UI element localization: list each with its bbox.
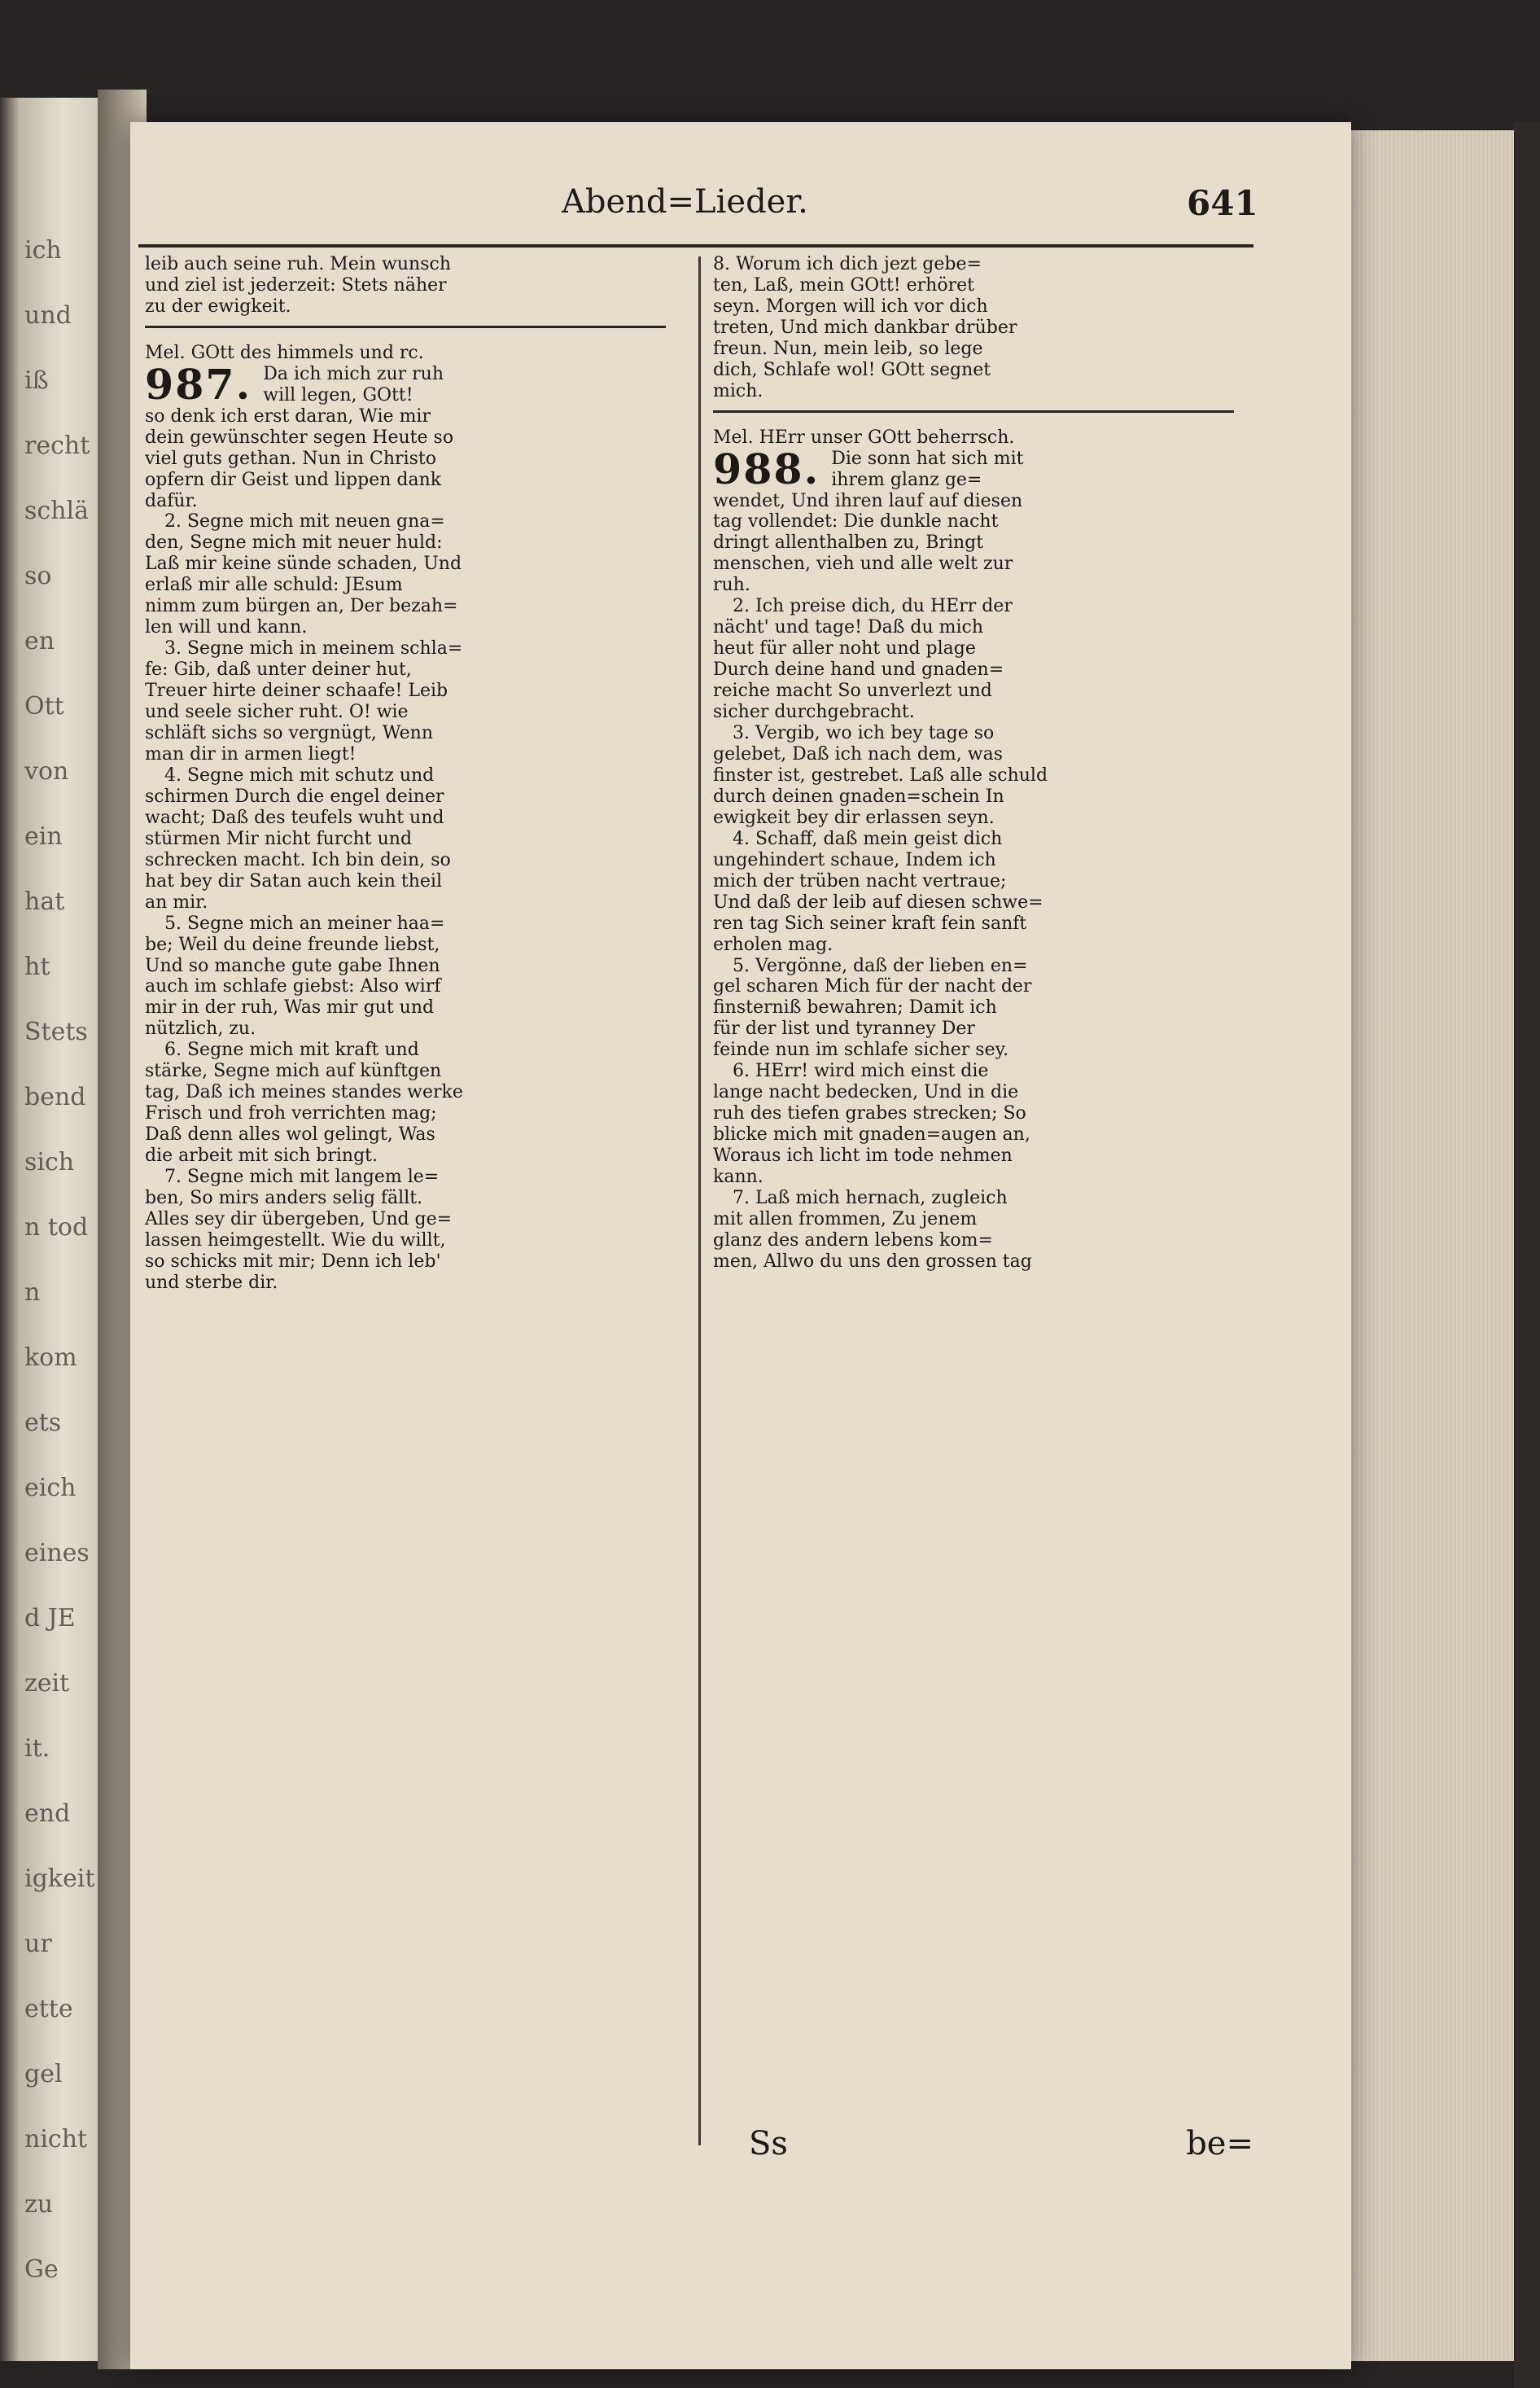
- verse-1: [713, 491, 1258, 597]
- text-line: nächt' und tage! Daß du mich: [713, 617, 984, 638]
- facing-page-text: so: [24, 562, 52, 590]
- text-line: viel guts gethan. Nun in Christo: [145, 448, 436, 469]
- text-line: 4. Segne mich mit schutz und: [164, 765, 435, 786]
- text-line: für der list und tyranney Der: [713, 1019, 975, 1040]
- facing-page-text: ette: [24, 1995, 73, 2023]
- verse-3: [713, 723, 1258, 829]
- facing-page-text: hat: [24, 887, 65, 916]
- hymn-988: [713, 444, 1258, 1273]
- text-line: dich, Schlafe wol! GOtt segnet: [713, 359, 991, 380]
- text-line: 8. Worum ich dich jezt gebe=: [713, 254, 982, 274]
- facing-page-text: ht: [24, 953, 50, 981]
- verse-6: [145, 1040, 690, 1167]
- text-line: kann.: [713, 1167, 763, 1188]
- text-line: glanz des andern lebens kom=: [713, 1229, 993, 1251]
- hymn-first-line: ihrem glanz ge=: [831, 469, 982, 490]
- text-line: schrecken macht. Ich bin dein, so: [145, 849, 451, 870]
- text-line: 4. Schaff, daß mein geist dich: [733, 828, 1003, 849]
- text-line: zu der ewigkeit.: [145, 296, 291, 317]
- hymn-first-line: Die sonn hat sich mit: [831, 448, 1024, 469]
- text-line: sicher durchgebracht.: [713, 702, 915, 723]
- text-line: ben, So mirs anders selig fällt.: [145, 1187, 423, 1208]
- facing-page-text: recht: [24, 432, 90, 460]
- facing-page-text: Stets: [24, 1018, 88, 1046]
- facing-page-text: end: [24, 1799, 71, 1828]
- facing-page-text: zeit: [24, 1669, 70, 1698]
- text-line: finsterniß bewahren; Damit ich: [713, 997, 997, 1019]
- right-column: [713, 254, 1258, 1273]
- text-line: gelebet, Daß ich nach dem, was: [713, 743, 1004, 765]
- text-line: Und daß der leib auf diesen schwe=: [713, 892, 1043, 913]
- text-line: 6. HErr! wird mich einst die: [733, 1061, 989, 1082]
- text-line: stürmen Mir nicht furcht und: [145, 828, 413, 849]
- hymn-number: 988.: [713, 444, 820, 493]
- facing-page-text: it.: [24, 1734, 50, 1763]
- carry-over-verse: [713, 254, 1258, 402]
- text-line: ren tag Sich seiner kraft fein sanft: [713, 913, 1027, 934]
- text-line: lassen heimgestellt. Wie du willt,: [145, 1229, 446, 1251]
- text-line: ungehindert schaue, Indem ich: [713, 849, 996, 870]
- verse-3: [145, 638, 690, 765]
- facing-page-text: Ge: [24, 2255, 59, 2284]
- text-line: freun. Nun, mein leib, so lege: [713, 338, 983, 359]
- hymn-number: 987.: [145, 359, 252, 409]
- text-line: finster ist, gestrebet. Laß alle schuld: [713, 765, 1048, 786]
- text-line: lange nacht bedecken, Und in die: [713, 1082, 1019, 1103]
- text-line: so schicks mit mir; Denn ich leb': [145, 1251, 441, 1272]
- text-line: nimm zum bürgen an, Der bezah=: [145, 596, 458, 617]
- text-line: hat bey dir Satan auch kein theil: [145, 870, 442, 892]
- text-line: 2. Segne mich mit neuen gna=: [164, 511, 445, 532]
- text-line: Treuer hirte deiner schaafe! Leib: [145, 681, 448, 702]
- text-line: erlaß mir alle schuld: JEsum: [145, 575, 403, 596]
- facing-page-text: bend: [24, 1083, 86, 1111]
- facing-page-text: zu: [24, 2190, 54, 2219]
- text-line: blicke mich mit gnaden=augen an,: [713, 1124, 1030, 1146]
- facing-page-text: und: [24, 301, 72, 330]
- text-line: 7. Segne mich mit langem le=: [164, 1167, 440, 1188]
- text-line: treten, Und mich dankbar drüber: [713, 317, 1017, 338]
- text-line: erholen mag.: [713, 934, 833, 955]
- verse-2: [713, 596, 1258, 723]
- verse-5: [145, 914, 690, 1041]
- verse-7: [713, 1188, 1258, 1273]
- melody-line: Mel. GOtt des himmels und rc.: [145, 342, 424, 363]
- facing-page-text: iß: [24, 366, 49, 395]
- page-block-edge: [1335, 130, 1524, 2361]
- text-line: men, Allwo du uns den grossen tag: [713, 1251, 1032, 1272]
- facing-page-text: nicht: [24, 2125, 88, 2154]
- text-line: dringt allenthalben zu, Bringt: [713, 532, 984, 554]
- text-line: so denk ich erst daran, Wie mir: [145, 405, 431, 427]
- verse-6: [713, 1061, 1258, 1188]
- header-rule: [138, 244, 1253, 248]
- text-line: man dir in armen liegt!: [145, 743, 357, 765]
- text-line: durch deinen gnaden=schein In: [713, 786, 1004, 807]
- text-line: heut für aller noht und plage: [713, 638, 976, 659]
- facing-page-text: ich: [24, 236, 62, 265]
- text-line: an mir.: [145, 892, 208, 913]
- hymn-987: [145, 359, 690, 1294]
- facing-page-text: eich: [24, 1474, 77, 1502]
- text-line: wacht; Daß des teufels wuht und: [145, 807, 444, 828]
- verses: [713, 596, 1258, 1273]
- text-line: und seele sicher ruht. O! wie: [145, 702, 409, 723]
- section-rule: [145, 326, 666, 328]
- verses: [145, 511, 690, 1293]
- facing-page-text: Ott: [24, 692, 64, 721]
- text-line: gel scharen Mich für der nacht der: [713, 976, 1032, 997]
- text-line: seyn. Morgen will ich vor dich: [713, 296, 988, 317]
- signature-mark: Ss: [749, 2125, 788, 2162]
- text-line: 3. Segne mich in meinem schla=: [164, 638, 463, 659]
- text-line: fe: Gib, daß unter deiner hut,: [145, 659, 412, 681]
- text-line: feinde nun im schlafe sicher sey.: [713, 1040, 1009, 1061]
- text-line: den, Segne mich mit neuer huld:: [145, 532, 443, 554]
- text-line: schirmen Durch die engel deiner: [145, 786, 444, 807]
- facing-page-text: igkeit: [24, 1864, 95, 1893]
- text-line: ruh des tiefen grabes strecken; So: [713, 1103, 1026, 1124]
- text-line: 2. Ich preise dich, du HErr der: [733, 596, 1013, 617]
- verse-4: [145, 765, 690, 914]
- text-line: auch im schlafe giebst: Also wirf: [145, 976, 441, 997]
- text-line: nützlich, zu.: [145, 1019, 256, 1040]
- text-line: tag vollendet: Die dunkle nacht: [713, 511, 999, 532]
- text-line: mich.: [713, 380, 763, 401]
- running-header: Abend=Lieder.: [562, 183, 808, 221]
- text-line: 7. Laß mich hernach, zugleich: [733, 1187, 1008, 1208]
- verse-4: [713, 829, 1258, 956]
- facing-page-text: ets: [24, 1409, 62, 1437]
- text-line: leib auch seine ruh. Mein wunsch: [145, 254, 451, 274]
- left-column: [145, 254, 690, 1294]
- text-line: ruh.: [713, 575, 750, 596]
- text-line: len will und kann.: [145, 617, 308, 638]
- text-line: reiche macht So unverlezt und: [713, 681, 992, 702]
- text-line: 3. Vergib, wo ich bey tage so: [733, 723, 995, 744]
- facing-page-text: sich: [24, 1148, 75, 1176]
- text-line: ewigkeit bey dir erlassen seyn.: [713, 807, 995, 828]
- melody-line: Mel. HErr unser GOtt beherrsch.: [713, 427, 1015, 448]
- text-line: tag, Daß ich meines standes werke: [145, 1082, 463, 1103]
- text-line: Und so manche gute gabe Ihnen: [145, 955, 440, 976]
- facing-page-text: d JE: [24, 1604, 76, 1632]
- text-line: dafür.: [145, 490, 198, 511]
- text-line: be; Weil du deine freunde liebst,: [145, 934, 440, 955]
- hymn-first-line: Da ich mich zur ruh: [263, 363, 444, 384]
- column-divider: [698, 256, 701, 2145]
- text-line: 5. Segne mich an meiner haa=: [164, 913, 445, 934]
- page-number: 641: [1187, 183, 1258, 223]
- text-line: schläft sichs so vergnügt, Wenn: [145, 723, 434, 744]
- text-line: mir in der ruh, Was mir gut und: [145, 997, 435, 1019]
- text-line: Daß denn alles wol gelingt, Was: [145, 1124, 435, 1146]
- facing-page-edge: [0, 98, 106, 2361]
- verse-7: [145, 1167, 690, 1294]
- verse-1: [145, 406, 690, 512]
- facing-page-text: en: [24, 627, 55, 655]
- text-line: menschen, vieh und alle welt zur: [713, 554, 1013, 575]
- facing-page-text: n tod: [24, 1213, 89, 1242]
- text-line: mich der trüben nacht vertraue;: [713, 870, 1007, 892]
- hymn-first-line: will legen, GOtt!: [263, 384, 413, 405]
- facing-page-text: von: [24, 757, 69, 786]
- facing-page-text: n: [24, 1278, 41, 1307]
- facing-page-text: gel: [24, 2060, 63, 2088]
- facing-page-text: kom: [24, 1343, 77, 1372]
- text-line: stärke, Segne mich auf künftgen: [145, 1061, 442, 1082]
- text-line: opfern dir Geist und lippen dank: [145, 469, 442, 490]
- text-line: Frisch und froh verrichten mag;: [145, 1103, 437, 1124]
- carry-over-verse: [145, 254, 690, 318]
- book-cover-edge: [1514, 122, 1540, 2388]
- text-line: 5. Vergönne, daß der lieben en=: [733, 955, 1028, 976]
- facing-page-text: eines: [24, 1539, 90, 1567]
- text-line: mit allen frommen, Zu jenem: [713, 1208, 978, 1229]
- catchword: be=: [1186, 2125, 1253, 2162]
- text-line: und sterbe dir.: [145, 1272, 278, 1293]
- text-line: Laß mir keine sünde schaden, Und: [145, 554, 462, 575]
- facing-page-text: ur: [24, 1930, 52, 1958]
- text-line: wendet, Und ihren lauf auf diesen: [713, 490, 1023, 511]
- text-line: und ziel ist jederzeit: Stets näher: [145, 274, 447, 296]
- text-line: die arbeit mit sich bringt.: [145, 1146, 378, 1167]
- verse-2: [145, 511, 690, 638]
- text-line: Alles sey dir übergeben, Und ge=: [145, 1208, 453, 1229]
- text-line: 6. Segne mich mit kraft und: [164, 1040, 419, 1061]
- text-line: Durch deine hand und gnaden=: [713, 659, 1004, 681]
- text-line: ten, Laß, mein GOtt! erhöret: [713, 274, 974, 296]
- facing-page-text: schlä: [24, 497, 89, 525]
- facing-page-text: ein: [24, 822, 63, 851]
- section-rule: [713, 410, 1234, 413]
- text-line: Woraus ich licht im tode nehmen: [713, 1146, 1013, 1167]
- text-line: dein gewünschter segen Heute so: [145, 427, 454, 448]
- verse-5: [713, 956, 1258, 1062]
